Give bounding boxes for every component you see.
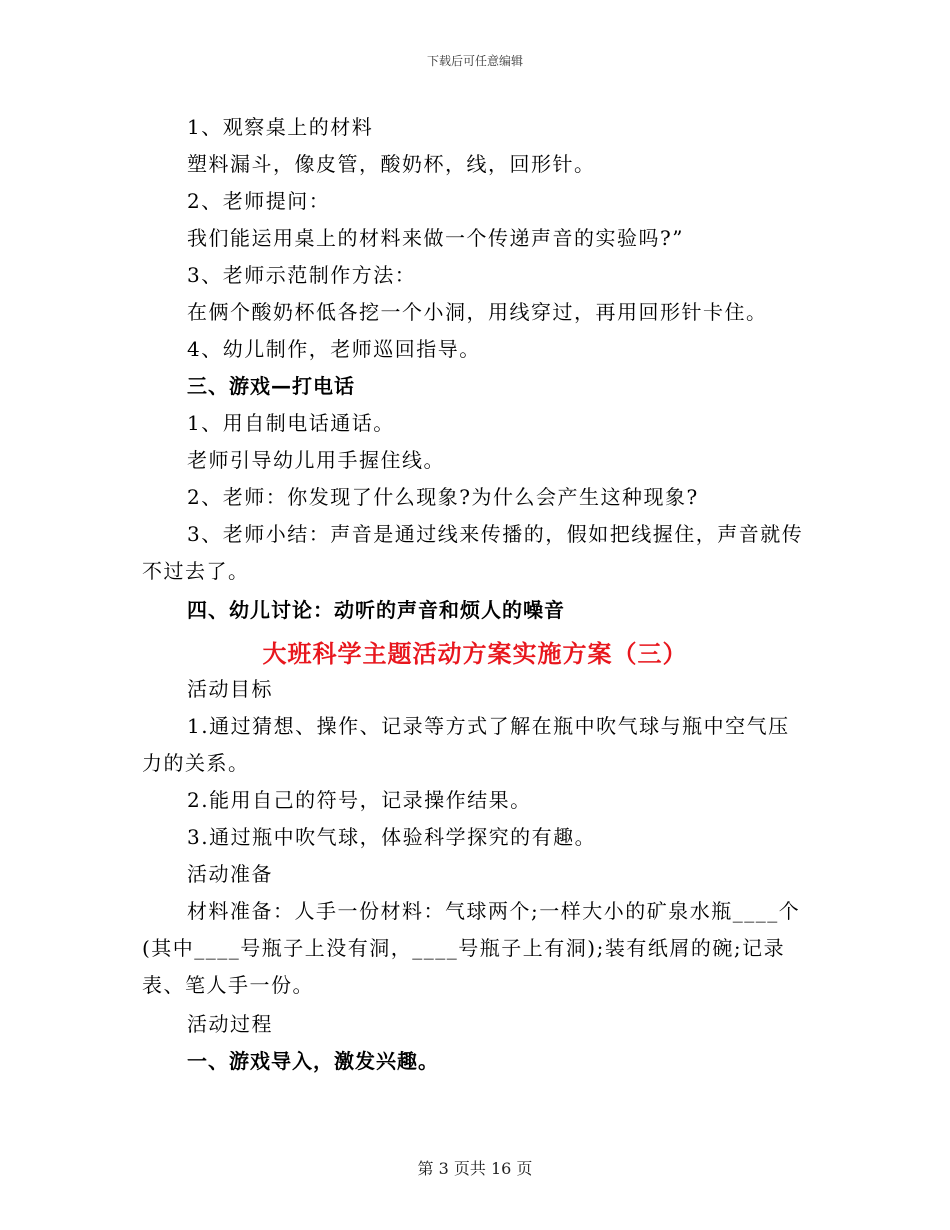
text-line: 我们能运用桌上的材料来做一个传递声音的实验吗?”	[187, 226, 684, 250]
text-line: 2、老师提问：	[187, 189, 331, 213]
text-line: 不过去了。	[142, 559, 250, 583]
section-heading: 三、游戏—打电话	[187, 374, 355, 398]
text-line: 活动准备	[187, 862, 273, 886]
text-line: 3.通过瓶中吹气球，体验科学探究的有趣。	[187, 825, 597, 849]
text-line: 力的关系。	[142, 751, 250, 775]
text-line: 活动目标	[187, 677, 273, 701]
text-line: 材料准备：人手一份材料：气球两个;一样大小的矿泉水瓶____个	[187, 899, 801, 923]
text-line: 塑料漏斗，像皮管，酸奶杯，线，回形针。	[187, 152, 596, 176]
text-line: (其中____号瓶子上没有洞，____号瓶子上有洞);装有纸屑的碗;记录	[142, 936, 786, 960]
text-line: 老师引导幼儿用手握住线。	[187, 448, 445, 472]
text-line: 3、老师小结：声音是通过线来传播的，假如把线握住，声音就传	[187, 522, 804, 546]
text-line: 2.能用自己的符号，记录操作结果。	[187, 788, 532, 812]
section-heading: 四、幼儿讨论：动听的声音和烦人的噪音	[187, 598, 565, 622]
text-line: 1、观察桌上的材料	[187, 115, 374, 139]
page-header: 下载后可任意编辑	[426, 54, 523, 68]
text-line: 2、老师：你发现了什么现象?为什么会产生这种现象?	[187, 485, 699, 509]
text-line: 1.通过猜想、操作、记录等方式了解在瓶中吹气球与瓶中空气压	[187, 714, 790, 738]
section-heading: 一、游戏导入，激发兴趣。	[187, 1049, 439, 1073]
text-line: 1、用自制电话通话。	[187, 411, 395, 435]
page-footer: 第 3 页共 16 页	[417, 1159, 533, 1178]
text-line: 3、老师示范制作方法：	[187, 263, 417, 287]
text-line: 表、笔人手一份。	[142, 973, 314, 997]
text-line: 4、幼儿制作，老师巡回指导。	[187, 337, 481, 361]
text-line: 活动过程	[187, 1012, 273, 1036]
text-line: 在俩个酸奶杯低各挖一个小洞，用线穿过，再用回形针卡住。	[187, 300, 768, 324]
document-title: 大班科学主题活动方案实施方案（三）	[262, 640, 688, 668]
